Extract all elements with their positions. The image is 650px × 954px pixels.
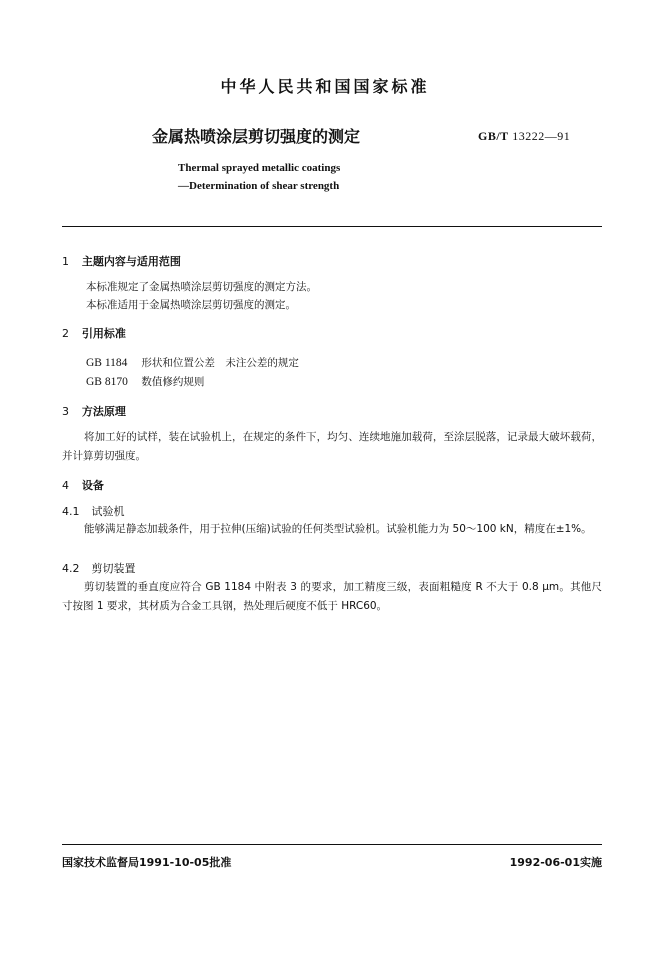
section-3-paragraph: 将加工好的试样，装在试验机上，在规定的条件下，均匀、连续地施加载荷，至涂层脱落，记录最大破坏载荷，并计算剪切强度。 [62, 431, 602, 462]
reference-name: 形状和位置公差 未注公差的规定 [141, 357, 299, 369]
section-3-title: 方法原理 [81, 405, 126, 418]
national-standard-header: 中华人民共和国国家标准 [220, 77, 430, 96]
approval-date: 国家技术监督局1991-10-05批准 [62, 856, 232, 869]
section-1-title: 主题内容与适用范围 [81, 255, 181, 268]
implementation-date: 1992-06-01实施 [509, 856, 602, 869]
section-4-heading [62, 477, 104, 493]
document-title-cn: 金属热喷涂层剪切强度的测定 [152, 127, 361, 146]
standard-prefix: GB/T [478, 129, 509, 143]
standard-number [478, 129, 570, 144]
standard-code: 13222—91 [512, 129, 571, 143]
section-1-line-2: 本标准适用于金属热喷涂层剪切强度的测定。 [86, 299, 296, 311]
subsection-4-2-title: 剪切装置 [91, 562, 136, 575]
reference-name: 数值修约规则 [141, 376, 205, 388]
section-1-number: 1 [62, 255, 69, 268]
section-2-title: 引用标准 [81, 327, 126, 340]
subsection-4-1-paragraph: 能够满足静态加载条件，用于拉伸(压缩)试验的任何类型试验机。试验机能力为 50～100 kN，精度在±1%。 [84, 523, 592, 535]
subsection-4-1-title: 试验机 [91, 505, 125, 518]
reference-item [86, 374, 204, 389]
reference-code: GB 8170 [86, 376, 128, 388]
section-1-line-1: 本标准规定了金属热喷涂层剪切强度的测定方法。 [86, 281, 317, 293]
reference-item [86, 355, 299, 370]
section-3-number: 3 [62, 405, 69, 418]
section-2-number: 2 [62, 327, 69, 340]
section-2-heading [62, 325, 126, 341]
section-4-number: 4 [62, 479, 69, 492]
subsection-4-1-number: 4.1 [62, 505, 80, 518]
section-4-title: 设备 [81, 479, 104, 492]
reference-code: GB 1184 [86, 357, 128, 369]
section-1-heading [62, 253, 181, 269]
subsection-4-1-heading [62, 503, 125, 519]
subsection-4-2-heading [62, 560, 136, 576]
document-title-en-line1: Thermal sprayed metallic coatings [178, 162, 341, 174]
document-title-en-line2: —Determination of shear strength [178, 180, 340, 192]
section-3-heading [62, 403, 126, 419]
footer-divider [62, 844, 602, 845]
subsection-4-2-paragraph: 剪切装置的垂直度应符合 GB 1184 中附表 3 的要求，加工精度三级，表面粗糙度 R 不大于 0.8 μm。其他尺寸按图 1 要求，其材质为合金工具钢，热处理后硬度不低于 HRC60。 [62, 581, 602, 612]
header-divider [62, 226, 602, 227]
subsection-4-2-number: 4.2 [62, 562, 80, 575]
